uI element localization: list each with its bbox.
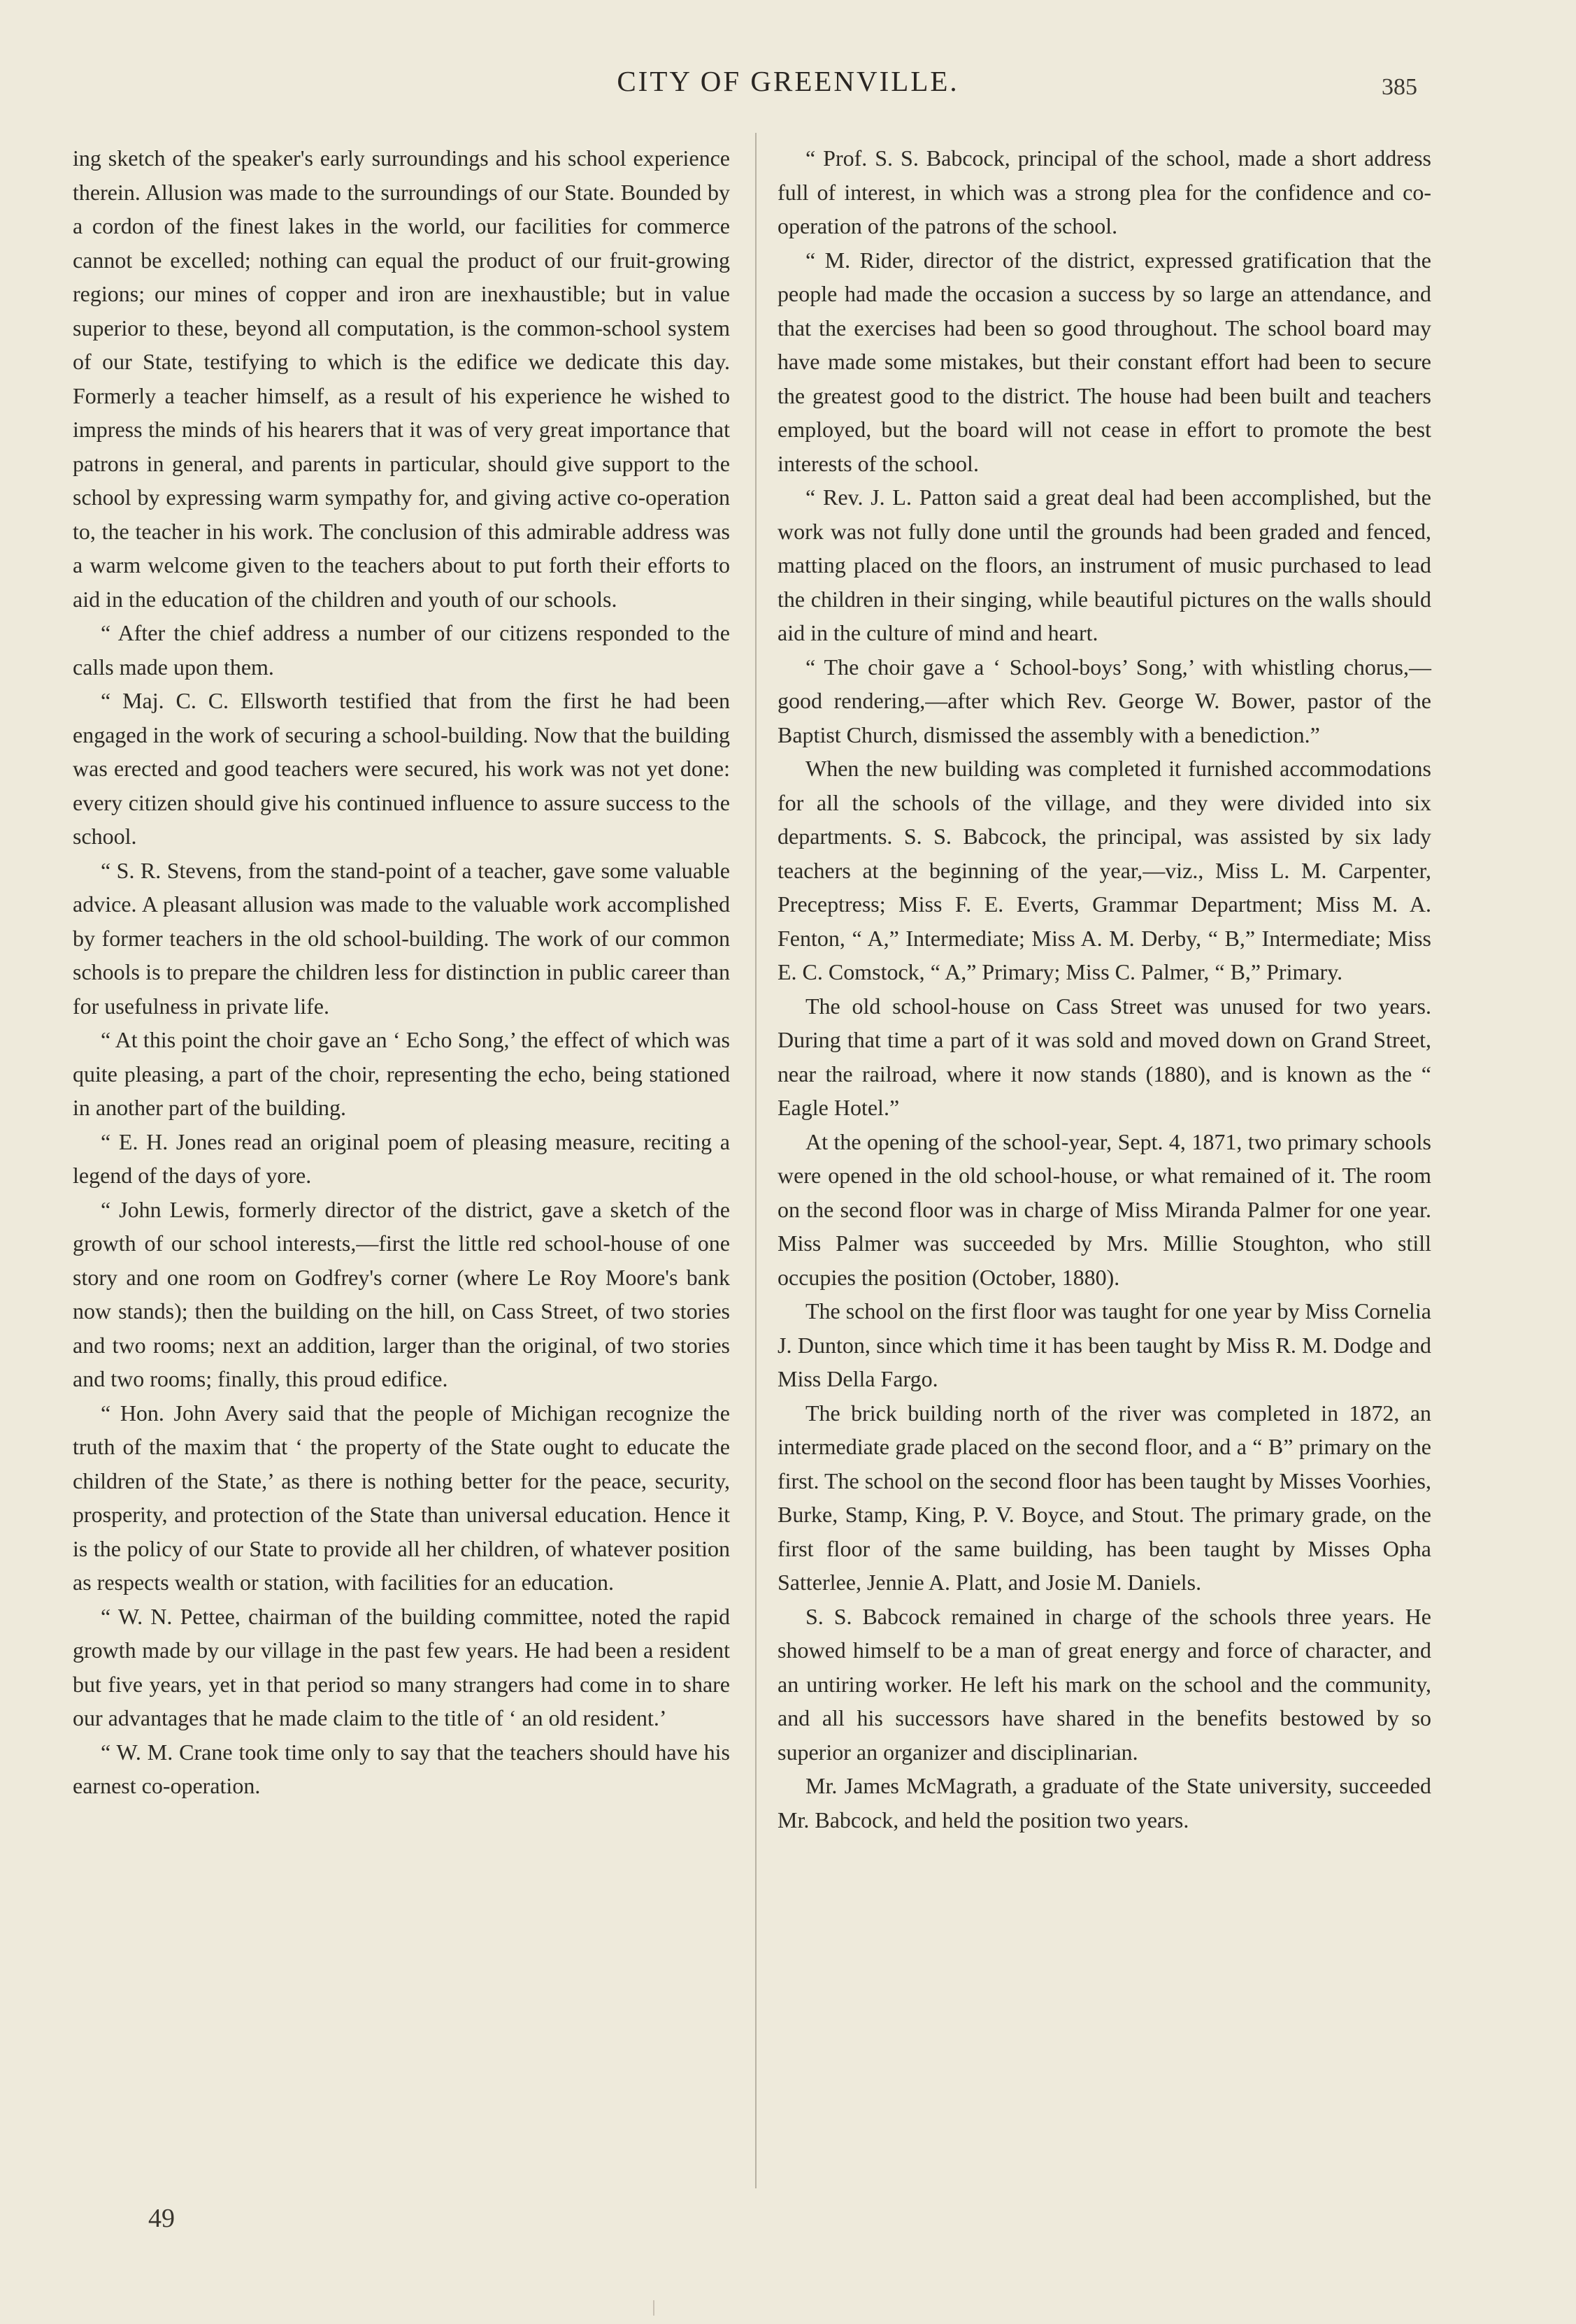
paragraph: The old school-house on Cass Street was unused for two years. During that time a part of it was sold and moved down on Grand Street, near the railroad, where it now stands (1880), and is known as the “ Eagle Hotel.” <box>778 993 1431 1120</box>
paragraph: “ S. R. Stevens, from the stand-point of a teacher, gave some valuable advice. A pleasant allusion was made to the valuable work accomplished by former teachers in the old school-building. The work of our common schools is to prepare the children less for distinction in public career than for usefulness in private life. <box>73 857 730 1019</box>
paragraph: “ Prof. S. S. Babcock, principal of the school, made a short address full of interest, in which was a strong plea for the confidence and co-operation of the patrons of the school. <box>778 145 1431 238</box>
paragraph: The school on the first floor was taught for one year by Miss Cornelia J. Dunton, since which time it has been taught by Miss R. M. Dodge and Miss Della Fargo. <box>778 1298 1431 1391</box>
paragraph: “ Hon. John Avery said that the people of Michigan recognize the truth of the maxim that ‘ the property of the State ought to educate the children of the State,’ as there is nothing better for the peace, security, prosperity, and protection of the State than universal education. Hence it is the policy of our State to provide all her children, of whatever position as respects wealth or station, with facilities for an education. <box>73 1400 730 1595</box>
paragraph: When the new building was completed it furnished accommodations for all the schools of the village, and they were divided into six departments. S. S. Babcock, the principal, was assisted by six lady teachers at the beginning of the year,—viz., Miss L. M. Carpenter, Preceptress; Miss F. E. Everts, Grammar Department; Miss M. A. Fenton, “ A,” Intermediate; Miss A. M. Derby, “ B,” Intermediate; Miss E. C. Comstock, “ A,” Primary; Miss C. Palmer, “ B,” Primary. <box>778 756 1431 984</box>
running-title: CITY OF GREENVILLE. <box>617 65 959 97</box>
signature-mark: 49 <box>148 2204 175 2233</box>
paragraph: “ E. H. Jones read an original poem of pleasing measure, reciting a legend of the days of yore. <box>73 1128 730 1188</box>
paragraph: “ Rev. J. L. Patton said a great deal had been accomplished, but the work was not fully done until the grounds had been graded and fenced, matting placed on the floors, an instrument of music purchased to lead the children in their singing, while beautiful pictures on the walls should aid in the culture of mind and heart. <box>778 485 1431 645</box>
page-number: 385 <box>1382 74 1417 100</box>
right-column <box>778 141 1431 1837</box>
paragraph: “ W. M. Crane took time only to say that the teachers should have his earnest co-operation. <box>73 1739 730 1798</box>
paragraph: “ John Lewis, formerly director of the district, gave a sketch of the growth of our school interests,—first the little red school-house of one story and one room on Godfrey's corner (where Le Roy Moore's bank now stands); then the building on the hill, on Cass Street, of two stories and two rooms; next an addition, larger than the original, of two stories and two rooms; finally, this proud edifice. <box>73 1196 730 1391</box>
print-artifact <box>653 2300 654 2316</box>
paragraph: “ W. N. Pettee, chairman of the building committee, noted the rapid growth made by our village in the past few years. He had been a resident but five years, yet in that period so many strangers had come in to share our advantages that he made claim to the title of ‘ an old resident.’ <box>73 1603 730 1730</box>
paragraph: “ The choir gave a ‘ School-boys’ Song,’ with whistling chorus,—good rendering,—after which Rev. George W. Bower, pastor of the Baptist Church, dismissed the assembly with a benediction.” <box>778 654 1431 747</box>
left-column <box>73 141 730 1803</box>
paragraph: S. S. Babcock remained in charge of the schools three years. He showed himself to be a man of great energy and force of character, and an untiring worker. He left his mark on the school and the community, and all his successors have shared in the benefits bestowed by so superior an organizer and disciplinarian. <box>778 1603 1431 1765</box>
paragraph: At the opening of the school-year, Sept. 4, 1871, two primary schools were opened in the old school-house, or what remained of it. The room on the second floor was in charge of Miss Miranda Palmer for one year. Miss Palmer was succeeded by Mrs. Millie Stoughton, who still occupies the position (October, 1880). <box>778 1128 1431 1290</box>
paragraph: The brick building north of the river was completed in 1872, an intermediate grade placed on the second floor, and a “ B” primary on the first. The school on the second floor has been taught by Misses Voorhies, Burke, Stamp, King, P. V. Boyce, and Stout. The primary grade, on the first floor of the same building, has been taught by Misses Opha Satterlee, Jennie A. Platt, and Josie M. Daniels. <box>778 1400 1431 1595</box>
paragraph: Mr. James McMagrath, a graduate of the State university, succeeded Mr. Babcock, and held the position two years. <box>778 1773 1431 1832</box>
paragraph: “ M. Rider, director of the district, expressed gratification that the people had made the occasion a success by so large an attendance, and that the exercises had been so good throughout. The school board may have made some mistakes, but their constant effort had been to secure the greatest good to the district. The house had been built and teachers employed, but the board will not cease in effort to promote the best interests of the school. <box>778 247 1431 476</box>
column-divider <box>755 133 757 2188</box>
paragraph: “ Maj. C. C. Ellsworth testified that from the first he had been engaged in the work of securing a school-building. Now that the building was erected and good teachers were secured, his work was not yet done: every citizen should give his continued influence to assure success to the school. <box>73 688 730 849</box>
paragraph: “ At this point the choir gave an ‘ Echo Song,’ the effect of which was quite pleasing, a part of the choir, representing the echo, being stationed in another part of the building. <box>73 1027 730 1120</box>
paragraph: ing sketch of the speaker's early surroundings and his school experience therein. Allusion was made to the surroundings of our State. Bounded by a cordon of the finest lakes in the world, our facilities for commerce cannot be excelled; nothing can equal the product of our fruit-growing regions; our mines of copper and iron are inexhaustible; but in value superior to these, beyond all computation, is the common-school system of our State, testifying to which is the edifice we dedicate this day. Formerly a teacher himself, as a result of his experience he wished to impress the minds of his hearers that it was of very great importance that patrons in general, and parents in particular, should give support to the school by expressing warm sympathy for, and giving active co-operation to, the teacher in his work. The conclusion of this admirable address was a warm welcome given to the teachers about to put forth their efforts to aid in the education of the children and youth of our schools. <box>73 145 730 612</box>
paragraph: “ After the chief address a number of our citizens responded to the calls made upon them. <box>73 620 730 680</box>
